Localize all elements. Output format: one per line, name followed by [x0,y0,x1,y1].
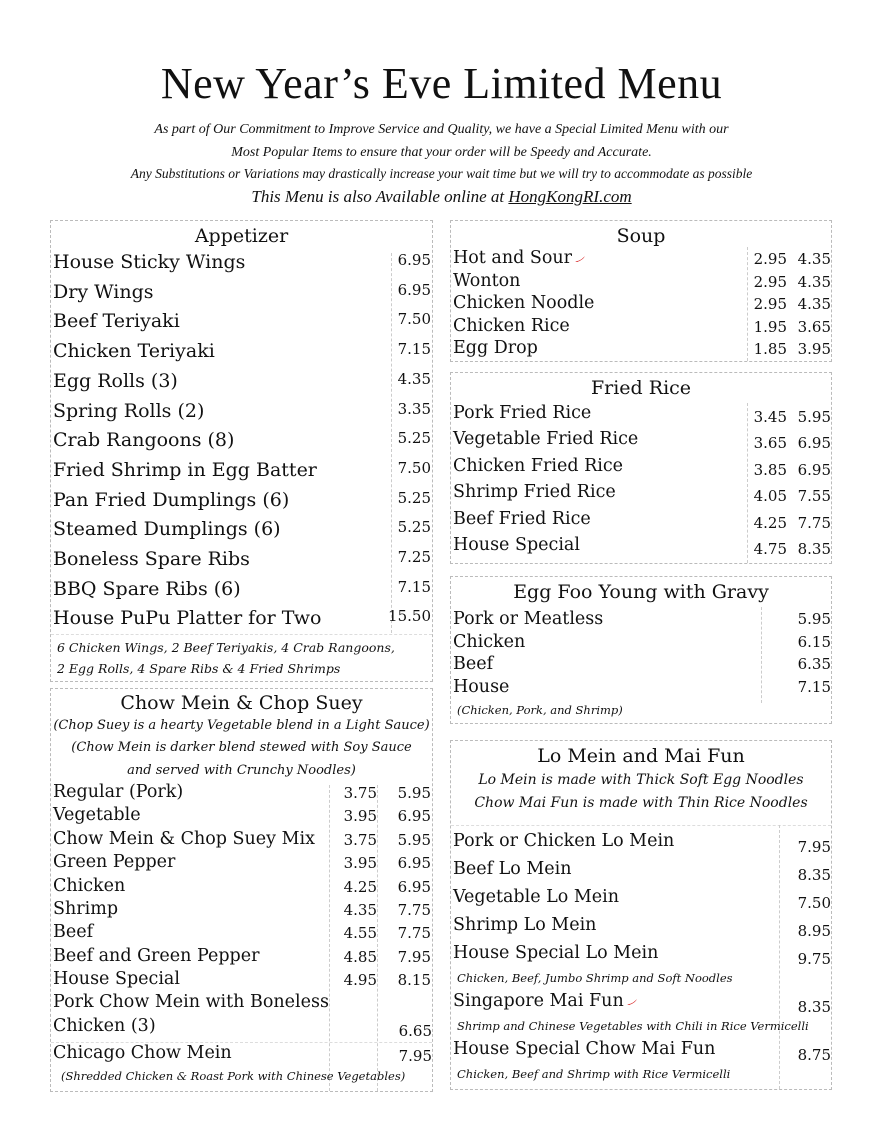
menu-item-name: Pork Fried Rice [453,403,592,423]
menu-item-price-large: 6.95 [397,877,431,896]
egg-foo-young-title: Egg Foo Young with Gravy [513,581,769,603]
lo-mein-section [450,740,832,1090]
chicago-chow-mein-price: 7.95 [398,1047,432,1065]
divider [51,634,432,635]
menu-item-name: Spring Rolls (2) [53,399,205,422]
menu-item-name: Chow Mein & Chop Suey Mix [53,828,315,849]
chow-mein-note-2: and served with Crunchy Noodles) [127,763,356,778]
menu-item-price: 7.15 [397,340,431,359]
menu-item-price-small: 4.55 [343,924,377,943]
menu-item-name [453,887,619,907]
chow-mein-note-1: (Chow Mein is darker blend stewed with Soy Sauce [71,740,412,755]
menu-item-name: House Sticky Wings [53,251,246,273]
menu-item-price-small: 3.85 [753,460,787,479]
menu-item-name: Chicken Teriyaki [53,340,215,363]
intro-line-1: As part of Our Commitment to Improve Service and Quality, we have a Special Limited Menu with our [154,122,729,137]
menu-item-name: Chicken [53,875,126,896]
menu-item-price: 5.95 [797,610,831,628]
menu-item-name [453,338,538,358]
divider [451,825,831,826]
menu-item-name [453,248,586,268]
menu-item-price-small: 4.25 [343,877,377,896]
menu-item-price: 8.75 [797,1046,831,1064]
menu-item-label: Vegetable Lo Mein [453,887,619,907]
menu-item-name: Crab Rangoons (8) [53,429,235,452]
menu-item-price: 6.95 [397,251,431,269]
menu-item-price-small: 3.75 [343,830,377,849]
menu-item-name [453,316,570,336]
menu-item-name [453,859,571,879]
menu-item-price-large: 6.95 [397,807,431,826]
menu-item-name: Vegetable [53,805,141,826]
menu-item-name: Chicken Fried Rice [453,455,624,476]
egg-foo-young-section [450,576,832,724]
menu-item-name [453,271,520,291]
website-link[interactable]: HongKongRI.com [508,187,632,206]
menu-item-label: Chicken Noodle [453,293,595,314]
menu-item-price-large: 7.75 [397,901,431,919]
menu-item-name: Beef Fried Rice [453,508,591,529]
intro-line-4 [0,187,883,207]
menu-item-price-large: 7.95 [397,947,431,966]
menu-item-name: Vegetable Fried Rice [453,429,639,450]
menu-item-price-small: 3.95 [343,807,377,826]
menu-item-name: Egg Rolls (3) [53,369,178,392]
menu-item-name [453,915,596,935]
fried-rice-section [450,372,832,564]
menu-item-label: Hot and Sour [453,248,573,268]
chicago-note: (Shredded Chicken & Roast Pork with Chinese Vegetables) [61,1069,406,1083]
menu-item-price: 5.25 [397,518,431,537]
menu-item-price-small: 3.65 [753,434,787,453]
menu-item-price-large: 3.95 [797,340,831,359]
menu-item-price-large: 4.35 [797,295,831,314]
menu-item-price-small: 3.45 [753,408,787,426]
fried-rice-title: Fried Rice [590,377,692,399]
menu-item-name [453,991,638,1011]
menu-item-price: 7.95 [797,838,831,856]
menu-item-price-small: 2.95 [753,250,787,268]
menu-item-name: Shrimp Fried Rice [453,482,616,503]
menu-item-price: 7.50 [797,894,831,912]
online-text: This Menu is also Available online at [251,187,505,206]
menu-item-price: 6.95 [397,280,431,299]
menu-item-price: 5.25 [397,488,431,507]
lo-mein-title: Lo Mein and Mai Fun [537,745,745,767]
menu-item-price: 5.25 [397,429,431,448]
menu-item-price: 7.15 [797,677,831,696]
menu-item-price: 7.25 [397,548,431,566]
menu-item-name [453,1039,715,1059]
menu-item-price: 3.35 [397,399,431,418]
menu-item-name: Beef and Green Pepper [53,945,260,966]
menu-item-price-small: 3.75 [343,784,377,802]
column-divider [747,403,748,563]
chow-mein-title: Chow Mein & Chop Suey [120,692,363,714]
menu-item-name: Regular (Pork) [53,782,184,802]
chili-pepper-icon [626,998,638,1006]
menu-item-price-large: 5.95 [797,408,831,426]
house-note: (Chicken, Pork, and Shrimp) [457,703,623,717]
menu-item-label: Egg Drop [453,338,538,359]
menu-item-price-large: 6.95 [797,460,831,479]
menu-item-price: 7.50 [397,310,431,329]
menu-item-name: Boneless Spare Ribs [53,548,250,570]
pork-chow-mein-line-2: Chicken (3) [53,1016,156,1036]
menu-item-price: 15.50 [388,607,431,626]
page-title: New Year’s Eve Limited Menu [160,59,723,108]
pupu-note-1: 6 Chicken Wings, 2 Beef Teriyakis, 4 Crab Rangoons, [57,640,395,655]
menu-item-name: BBQ Spare Ribs (6) [53,577,241,600]
menu-item-price: 8.95 [797,922,831,940]
menu-item-label: House Special Lo Mein [453,943,659,963]
menu-item-price: 8.35 [797,998,831,1016]
menu-item-name [453,943,658,963]
mai-fun-note: Chow Mai Fun is made with Thin Rice Noodles [474,795,808,811]
menu-item-price-large: 7.75 [797,513,831,532]
menu-item-price-large: 7.75 [397,924,431,943]
menu-item-name: Dry Wings [53,280,154,303]
menu-item-price-large: 6.95 [397,854,431,873]
menu-item-price: 6.15 [797,632,831,651]
menu-item-price-large: 8.35 [797,540,831,558]
menu-item-note: Chicken, Beef, Jumbo Shrimp and Soft Noodles [457,971,733,985]
soup-section [450,220,832,362]
menu-item-name: House Special [453,535,580,555]
menu-item-price-small: 4.95 [343,971,377,990]
chicago-chow-mein: Chicago Chow Mein [53,1043,232,1063]
pupu-note-2: 2 Egg Rolls, 4 Spare Ribs & 4 Fried Shrimps [57,661,341,676]
menu-item-label: Chicken Rice [453,315,570,336]
chop-suey-note: (Chop Suey is a hearty Vegetable blend in a Light Sauce) [53,718,430,733]
lo-mein-note: Lo Mein is made with Thick Soft Egg Noodles [478,772,804,788]
menu-item-name: Beef [453,654,494,675]
menu-item-note: Shrimp and Chinese Vegetables with Chili in Rice Vermicelli [457,1019,809,1033]
menu-item-name: Pan Fried Dumplings (6) [53,488,290,511]
menu-item-label: Beef Lo Mein [453,859,572,879]
menu-item-price-large: 5.95 [397,784,431,802]
menu-item-price-large: 4.35 [797,250,831,268]
pork-chow-mein-line-1: Pork Chow Mein with Boneless [53,992,329,1012]
appetizer-section [50,220,433,682]
menu-item-label: Shrimp Lo Mein [453,915,597,935]
chow-mein-section [50,688,433,1092]
menu-item-price-large: 7.55 [797,487,831,506]
menu-item-name: Beef [53,922,94,943]
menu-item-note: Chicken, Beef and Shrimp with Rice Vermicelli [457,1067,731,1081]
menu-item-name: House PuPu Platter for Two [53,607,322,630]
menu-item-price-small: 3.95 [343,854,377,873]
pork-chow-mein-price: 6.65 [398,1022,432,1040]
menu-item-name [453,293,594,313]
menu-item-name: House [453,676,510,697]
menu-item-price-large: 5.95 [397,830,431,849]
menu-item-name: Green Pepper [53,852,176,873]
menu-item-name: Chicken [453,631,526,652]
menu-item-name: Fried Shrimp in Egg Batter [53,458,317,481]
menu-item-name: Steamed Dumplings (6) [53,518,281,541]
intro-line-2: Most Popular Items to ensure that your order will be Speedy and Accurate. [231,145,652,160]
menu-item-price-small: 4.05 [753,487,787,506]
menu-item-name: Beef Teriyaki [53,310,180,333]
soup-title: Soup [616,225,666,247]
menu-item-name: Pork or Meatless [453,609,604,629]
appetizer-title: Appetizer [194,225,289,247]
menu-item-price-small: 1.95 [753,317,787,336]
menu-item-name: Shrimp [53,899,119,919]
menu-item-price-large: 6.95 [797,434,831,453]
menu-item-price-small: 2.95 [753,272,787,291]
menu-item-label: Pork or Chicken Lo Mein [453,831,675,851]
menu-item-label: House Special Chow Mai Fun [453,1039,716,1059]
menu-item-price-small: 1.85 [753,340,787,359]
menu-item-price-small: 4.25 [753,513,787,532]
menu-item-name [453,831,674,851]
menu-item-price-small: 2.95 [753,295,787,314]
menu-item-price-small: 4.35 [343,901,377,919]
menu-item-price: 6.35 [797,655,831,674]
menu-item-price: 8.35 [797,866,831,884]
menu-item-price-small: 4.75 [753,540,787,558]
chili-pepper-icon [574,255,586,263]
menu-item-price: 9.75 [797,950,831,968]
intro-line-3: Any Substitutions or Variations may drastically increase your wait time but we will try to accommodate as possible [130,166,753,181]
menu-item-label: Singapore Mai Fun [453,991,624,1011]
menu-item-price: 7.50 [397,458,431,477]
menu-item-name: House Special [53,969,180,990]
menu-item-price-large: 4.35 [797,272,831,291]
menu-item-price-large: 3.65 [797,317,831,336]
menu-item-price-small: 4.85 [343,947,377,966]
menu-item-price: 7.15 [397,577,431,596]
menu-item-label: Wonton [453,270,521,291]
menu-item-price: 4.35 [397,369,431,388]
menu-item-price-large: 8.15 [397,971,431,990]
